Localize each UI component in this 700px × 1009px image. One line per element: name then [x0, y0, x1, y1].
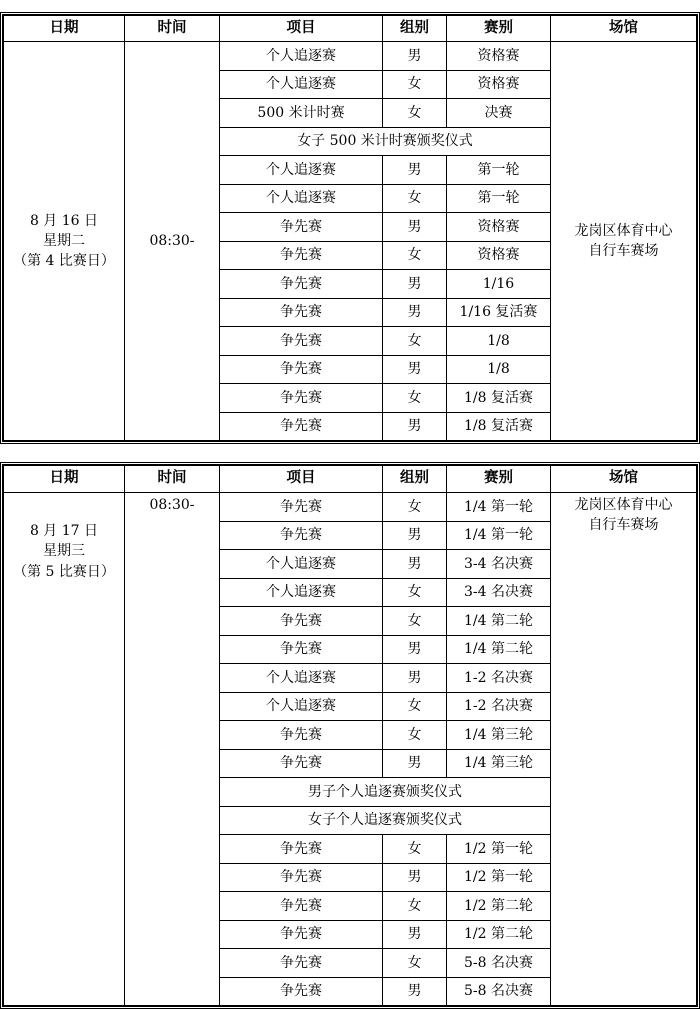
- schedule-table-day2: [0, 462, 700, 1009]
- event-cell: 个人追逐赛: [220, 692, 383, 721]
- venue-cell: [551, 493, 697, 1006]
- table-row: [4, 493, 697, 522]
- group-cell: 女: [383, 721, 447, 750]
- group-cell: 女: [383, 949, 447, 978]
- round-cell: 1-2 名决赛: [447, 692, 551, 721]
- round-cell: 1/4 第三轮: [447, 749, 551, 778]
- event-cell: 争先赛: [220, 892, 383, 921]
- group-cell: 女: [383, 607, 447, 636]
- event-cell: 争先赛: [220, 635, 383, 664]
- round-cell: 1/4 第一轮: [447, 493, 551, 522]
- group-cell: 女: [383, 70, 447, 99]
- round-cell: 5-8 名决赛: [447, 977, 551, 1006]
- event-cell: 争先赛: [220, 977, 383, 1006]
- group-cell: 男: [383, 920, 447, 949]
- date-line-2: 星期三: [43, 543, 85, 560]
- date-line-3: （第 5 比赛日）: [13, 563, 115, 580]
- date-cell: [4, 493, 125, 1006]
- round-cell: 1/16 复活赛: [447, 298, 551, 327]
- table-row: [4, 42, 697, 71]
- round-cell: 资格赛: [447, 213, 551, 242]
- header-row: [4, 16, 697, 42]
- ceremony-cell: 男子个人追逐赛颁奖仪式: [220, 778, 551, 807]
- group-cell: 男: [383, 355, 447, 384]
- date-line-3: （第 4 比赛日）: [13, 253, 115, 270]
- group-cell: 男: [383, 664, 447, 693]
- venue-line-1: 龙岗区体育中心: [574, 222, 673, 239]
- round-cell: 第一轮: [447, 156, 551, 185]
- header-event: 项目: [220, 466, 383, 493]
- date-line-2: 星期二: [43, 232, 85, 249]
- header-venue: 场馆: [551, 466, 697, 493]
- round-cell: 1/8 复活赛: [447, 384, 551, 413]
- event-cell: 个人追逐赛: [220, 42, 383, 71]
- group-cell: 女: [383, 892, 447, 921]
- event-cell: 争先赛: [220, 327, 383, 356]
- event-cell: 个人追逐赛: [220, 70, 383, 99]
- group-cell: 女: [383, 241, 447, 270]
- event-cell: 个人追逐赛: [220, 156, 383, 185]
- group-cell: 女: [383, 578, 447, 607]
- round-cell: 1/8: [447, 327, 551, 356]
- event-cell: 个人追逐赛: [220, 184, 383, 213]
- event-cell: 争先赛: [220, 521, 383, 550]
- event-cell: 争先赛: [220, 213, 383, 242]
- group-cell: 女: [383, 835, 447, 864]
- time-cell: 08:30-: [125, 493, 220, 1006]
- round-cell: 资格赛: [447, 70, 551, 99]
- group-cell: 女: [383, 184, 447, 213]
- venue-line-1: 龙岗区体育中心: [574, 497, 673, 513]
- group-cell: 男: [383, 863, 447, 892]
- round-cell: 3-4 名决赛: [447, 550, 551, 579]
- round-cell: 1/4 第一轮: [447, 521, 551, 550]
- header-date: 日期: [4, 16, 125, 42]
- event-cell: 争先赛: [220, 920, 383, 949]
- round-cell: 资格赛: [447, 42, 551, 71]
- round-cell: 5-8 名决赛: [447, 949, 551, 978]
- group-cell: 男: [383, 977, 447, 1006]
- group-cell: 男: [383, 412, 447, 441]
- group-cell: 女: [383, 384, 447, 413]
- header-date: 日期: [4, 466, 125, 493]
- round-cell: 1/4 第三轮: [447, 721, 551, 750]
- round-cell: 1/8 复活赛: [447, 412, 551, 441]
- event-cell: 争先赛: [220, 721, 383, 750]
- date-line-1: 8 月 17 日: [29, 523, 99, 539]
- group-cell: 男: [383, 521, 447, 550]
- group-cell: 女: [383, 327, 447, 356]
- ceremony-cell: 女子 500 米计时赛颁奖仪式: [220, 127, 551, 156]
- event-cell: 争先赛: [220, 384, 383, 413]
- event-cell: 争先赛: [220, 355, 383, 384]
- header-round: 赛别: [447, 16, 551, 42]
- header-event: 项目: [220, 16, 383, 42]
- venue-line-2: 自行车赛场: [588, 243, 659, 259]
- date-line-1: 8 月 16 日: [29, 212, 99, 229]
- header-time: 时间: [125, 466, 220, 493]
- event-cell: 争先赛: [220, 835, 383, 864]
- group-cell: 男: [383, 42, 447, 71]
- header-venue: 场馆: [551, 16, 697, 42]
- date-cell: [4, 42, 125, 441]
- event-cell: 争先赛: [220, 749, 383, 778]
- event-cell: 个人追逐赛: [220, 578, 383, 607]
- event-cell: 500 米计时赛: [220, 99, 383, 128]
- group-cell: 男: [383, 213, 447, 242]
- event-cell: 争先赛: [220, 298, 383, 327]
- header-group: 组别: [383, 466, 447, 493]
- group-cell: 女: [383, 493, 447, 522]
- group-cell: 男: [383, 635, 447, 664]
- header-row: [4, 466, 697, 493]
- event-cell: 个人追逐赛: [220, 664, 383, 693]
- event-cell: 个人追逐赛: [220, 550, 383, 579]
- group-cell: 女: [383, 692, 447, 721]
- event-cell: 争先赛: [220, 270, 383, 299]
- venue-cell: [551, 42, 697, 441]
- header-round: 赛别: [447, 466, 551, 493]
- event-cell: 争先赛: [220, 412, 383, 441]
- event-cell: 争先赛: [220, 493, 383, 522]
- group-cell: 男: [383, 270, 447, 299]
- ceremony-cell: 女子个人追逐赛颁奖仪式: [220, 806, 551, 835]
- round-cell: 1/8: [447, 355, 551, 384]
- round-cell: 决赛: [447, 99, 551, 128]
- round-cell: 1/16: [447, 270, 551, 299]
- group-cell: 男: [383, 749, 447, 778]
- round-cell: 第一轮: [447, 184, 551, 213]
- event-cell: 争先赛: [220, 863, 383, 892]
- header-group: 组别: [383, 16, 447, 42]
- round-cell: 1/2 第一轮: [447, 835, 551, 864]
- schedule-table-day1: [0, 12, 700, 444]
- group-cell: 男: [383, 550, 447, 579]
- event-cell: 争先赛: [220, 607, 383, 636]
- group-cell: 女: [383, 99, 447, 128]
- header-time: 时间: [125, 16, 220, 42]
- time-cell: 08:30-: [125, 42, 220, 441]
- round-cell: 1/2 第一轮: [447, 863, 551, 892]
- round-cell: 1/2 第二轮: [447, 920, 551, 949]
- group-cell: 男: [383, 298, 447, 327]
- round-cell: 1/2 第二轮: [447, 892, 551, 921]
- round-cell: 1/4 第二轮: [447, 635, 551, 664]
- round-cell: 1/4 第二轮: [447, 607, 551, 636]
- round-cell: 1-2 名决赛: [447, 664, 551, 693]
- venue-line-2: 自行车赛场: [588, 517, 659, 534]
- event-cell: 争先赛: [220, 241, 383, 270]
- round-cell: 3-4 名决赛: [447, 578, 551, 607]
- event-cell: 争先赛: [220, 949, 383, 978]
- group-cell: 男: [383, 156, 447, 185]
- round-cell: 资格赛: [447, 241, 551, 270]
